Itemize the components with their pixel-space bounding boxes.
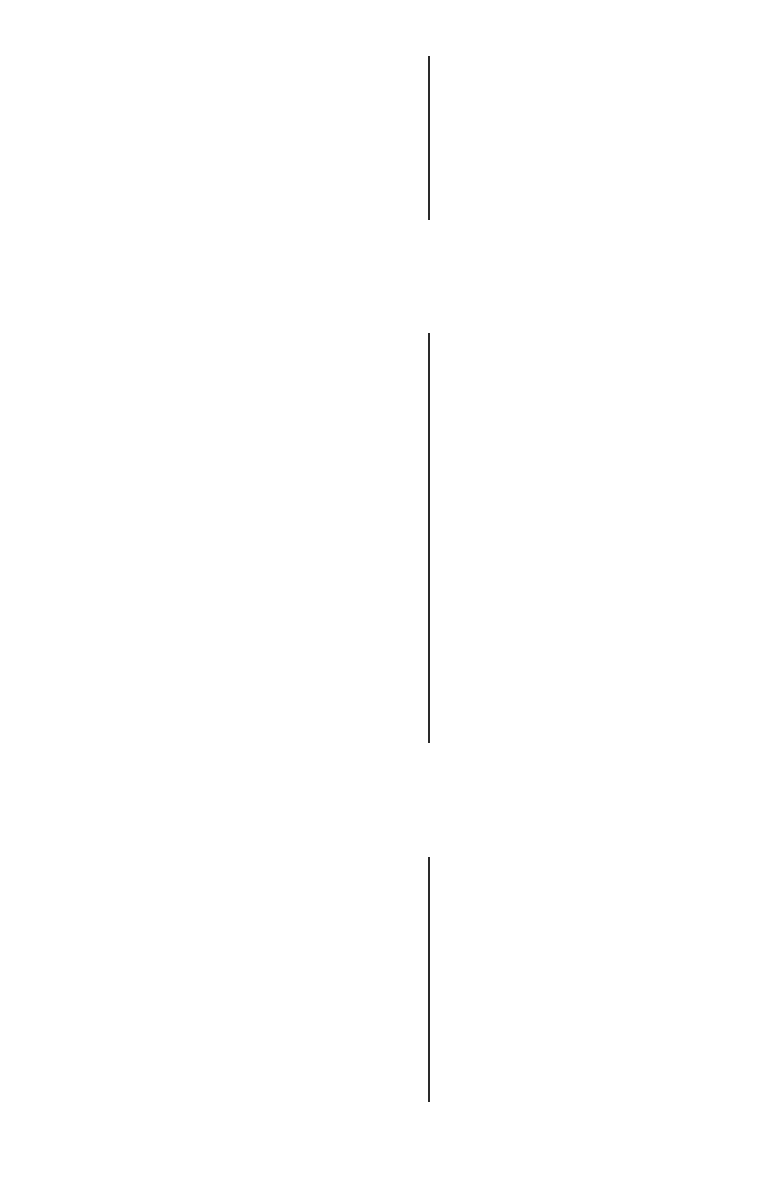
column-divider [428,56,430,220]
column-divider [428,333,430,743]
column-divider [428,857,430,1102]
